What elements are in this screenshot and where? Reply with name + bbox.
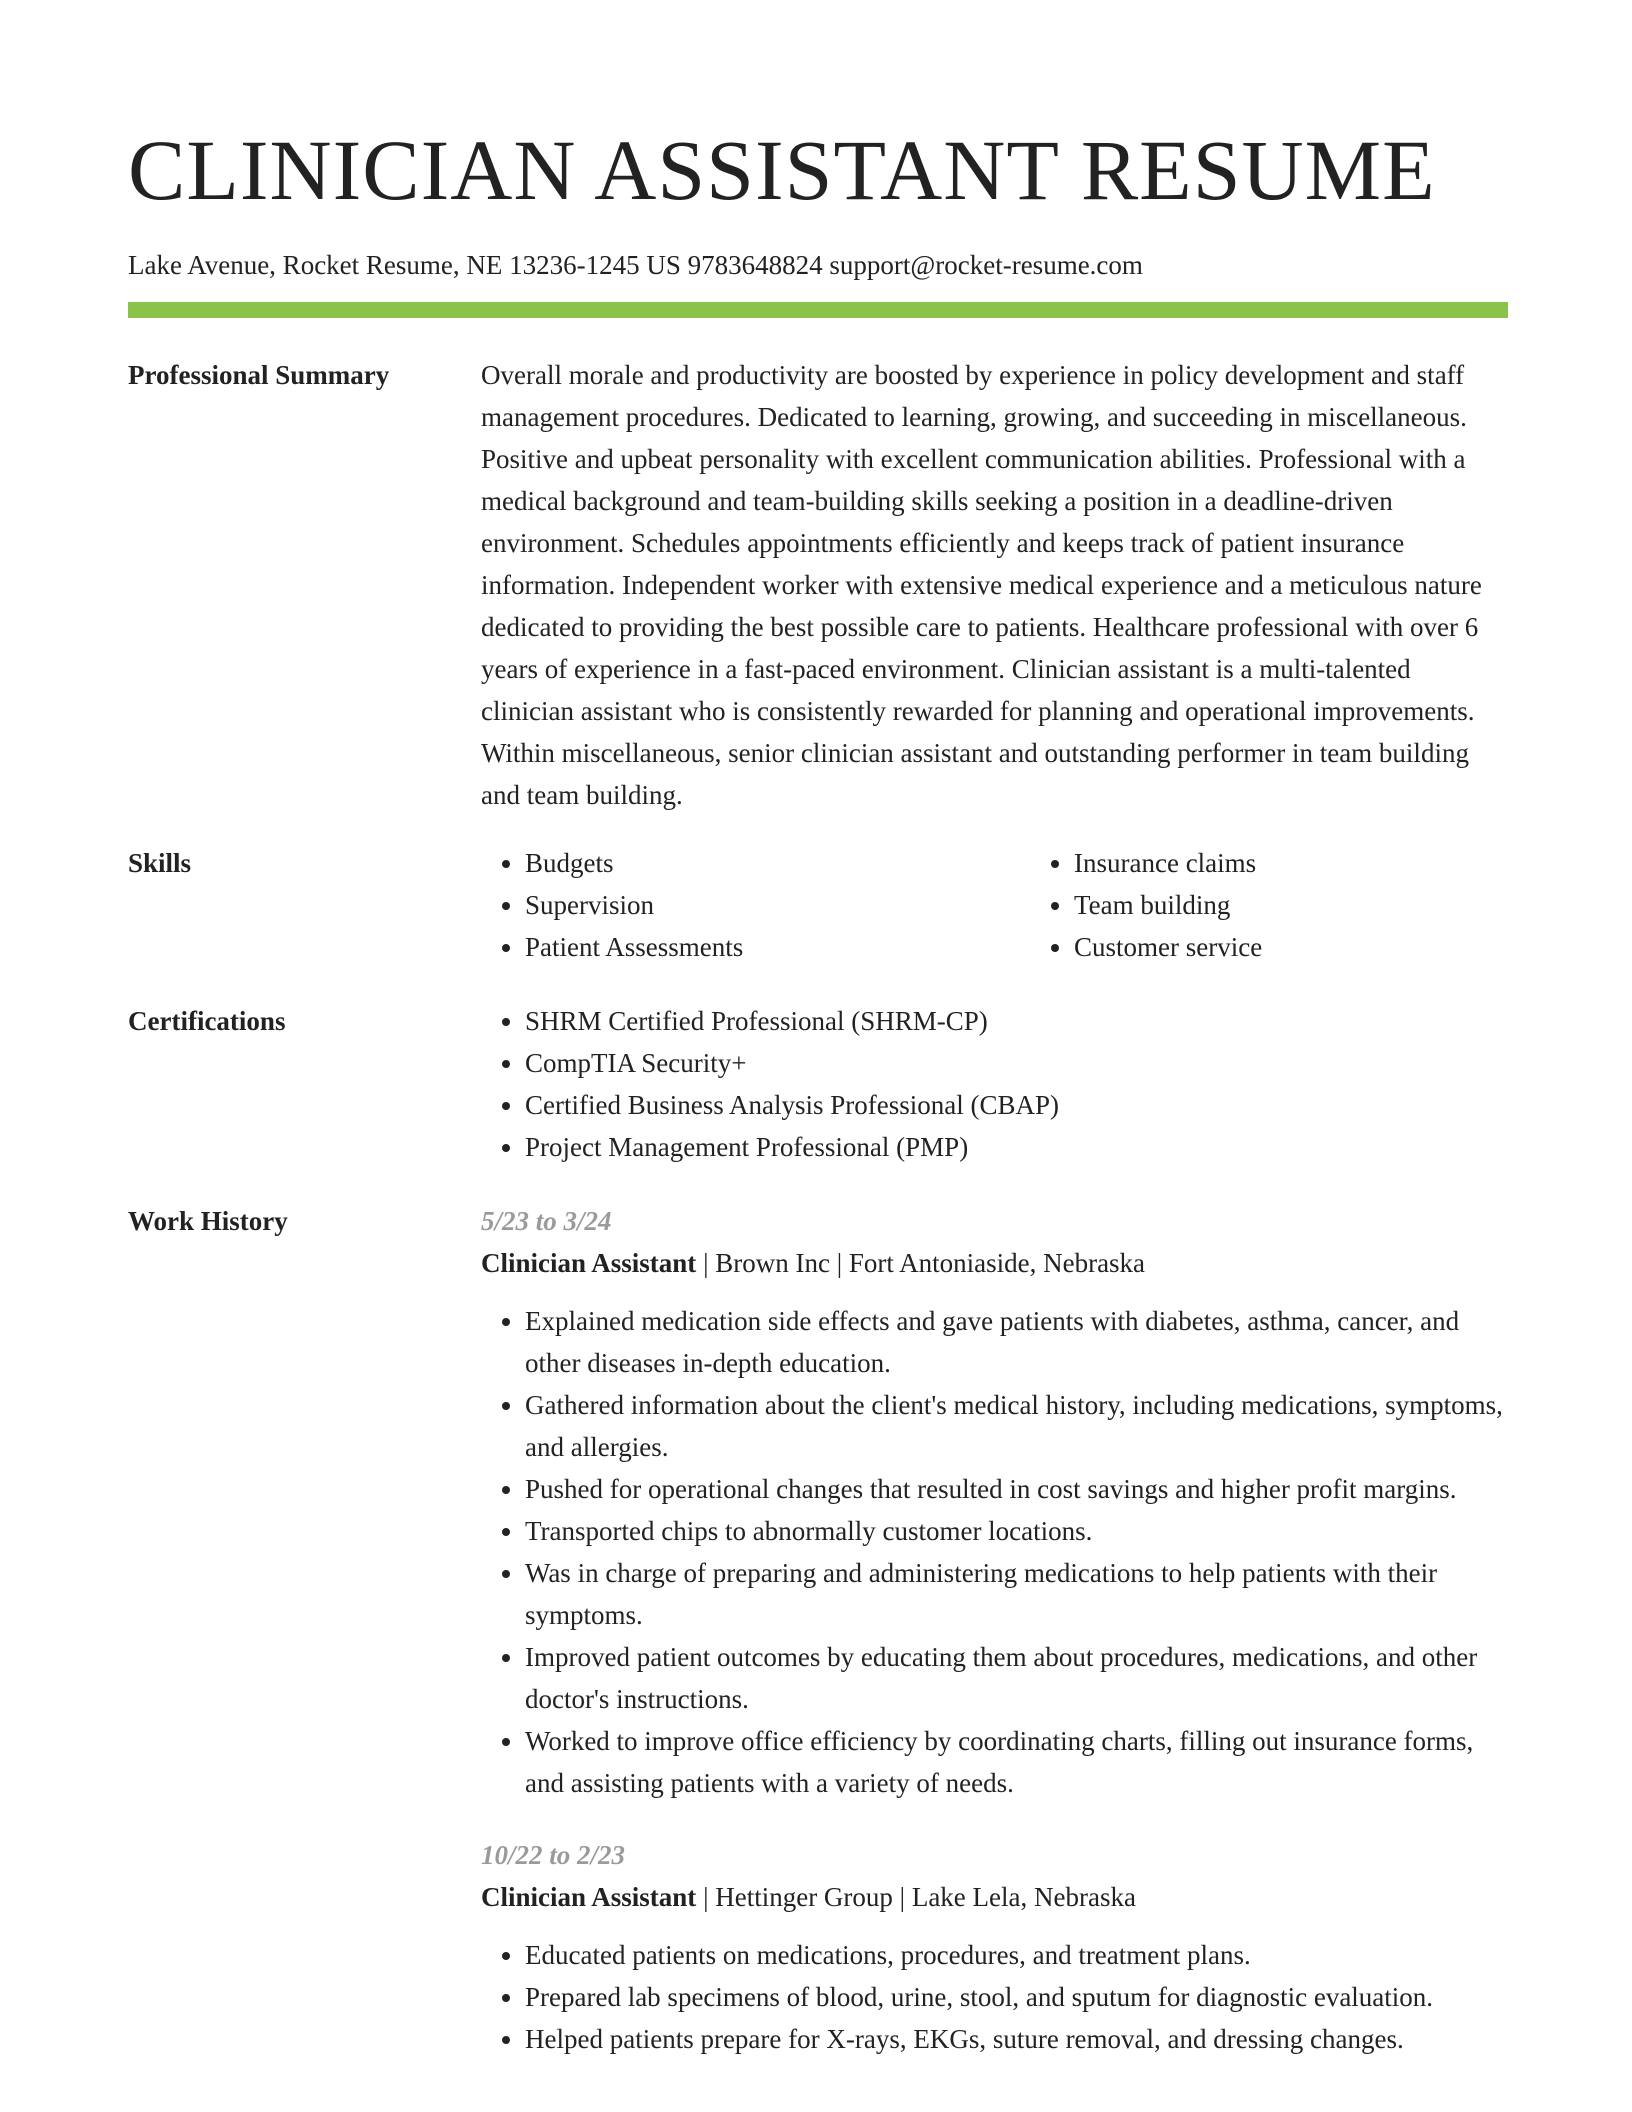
summary-text: Overall morale and productivity are boosted by experience in policy development and staff management procedures. Dedicated to learning, growing, and succeeding in miscellaneous. Positive and upbeat personality with excellent communication abilities. Professional with a medical background and team-building skills seeking a position in a deadline-driven environment. Schedules appointments efficiently and keeps track of patient insurance information. Independent worker with extensive medical experience and a meticulous nature dedicated to providing the best possible care to patients. Healthcare professional with over 6 years of experience in a fast-paced environment. Clinician assistant is a multi-talented clinician assistant who is consistently rewarded for planning and operational improvements. Within miscellaneous, senior clinician assistant and outstanding performer in team building and team building. bbox=[481, 360, 1482, 810]
certification-item: • SHRM Certified Professional (SHRM-CP) bbox=[525, 1000, 1508, 1042]
section-label-summary: Professional Summary bbox=[128, 360, 390, 390]
section-label-certifications: Certifications bbox=[128, 1006, 286, 1036]
job-bullet: • Gathered information about the client's medical history, including medications, symptoms, and allergies. bbox=[525, 1384, 1508, 1468]
skill-item: • Supervision bbox=[525, 884, 1030, 926]
work-history-content bbox=[481, 1200, 1508, 2060]
certifications-content bbox=[481, 1000, 1508, 1168]
skill-item: • Patient Assessments bbox=[525, 926, 1030, 968]
job-bullet: • Worked to improve office efficiency by coordinating charts, filling out insurance forms, and assisting patients with a variety of needs. bbox=[525, 1720, 1508, 1804]
resume-title: CLINICIAN ASSISTANT RESUME bbox=[128, 122, 1436, 218]
job-bullet: • Helped patients prepare for X-rays, EKGs, suture removal, and dressing changes. bbox=[525, 2018, 1508, 2060]
summary-content bbox=[481, 354, 1508, 816]
job-bullet: • Educated patients on medications, procedures, and treatment plans. bbox=[525, 1934, 1508, 1976]
job-bullet: • Pushed for operational changes that resulted in cost savings and higher profit margins. bbox=[525, 1468, 1508, 1510]
skill-item: • Insurance claims bbox=[1074, 842, 1579, 884]
skills-column-2 bbox=[1030, 842, 1579, 968]
skill-item: • Customer service bbox=[1074, 926, 1579, 968]
section-label-work-history: Work History bbox=[128, 1206, 288, 1236]
work-history-section bbox=[128, 1200, 1508, 2060]
certification-item: • Project Management Professional (PMP) bbox=[525, 1126, 1508, 1168]
skill-item: • Budgets bbox=[525, 842, 1030, 884]
job-title: Clinician Assistant bbox=[481, 1882, 697, 1912]
job-bullet: • Transported chips to abnormally customer locations. bbox=[525, 1510, 1508, 1552]
skill-item: • Team building bbox=[1074, 884, 1579, 926]
job-details: | Brown Inc | Fort Antoniaside, Nebraska bbox=[696, 1248, 1146, 1278]
certification-item: • Certified Business Analysis Professional (CBAP) bbox=[525, 1084, 1508, 1126]
section-label-skills: Skills bbox=[128, 848, 192, 878]
skills-content bbox=[481, 842, 1579, 968]
job-entry bbox=[481, 1834, 1508, 2060]
job-entry bbox=[481, 1200, 1508, 1804]
job-bullets bbox=[481, 1300, 1508, 1804]
job-heading bbox=[481, 1242, 1508, 1284]
job-title: Clinician Assistant bbox=[481, 1248, 697, 1278]
summary-section bbox=[128, 354, 1508, 816]
certifications-list bbox=[481, 1000, 1508, 1168]
certifications-section bbox=[128, 1000, 1508, 1168]
job-heading bbox=[481, 1876, 1508, 1918]
job-dates: 5/23 to 3/24 bbox=[481, 1206, 612, 1236]
job-details: | Hettinger Group | Lake Lela, Nebraska bbox=[696, 1882, 1136, 1912]
job-bullet: • Improved patient outcomes by educating them about procedures, medications, and other doctor's instructions. bbox=[525, 1636, 1508, 1720]
resume-page bbox=[128, 0, 1508, 2060]
certification-item: • CompTIA Security+ bbox=[525, 1042, 1508, 1084]
job-bullets bbox=[481, 1934, 1508, 2060]
job-dates: 10/22 to 2/23 bbox=[481, 1840, 626, 1870]
job-bullet: • Explained medication side effects and gave patients with diabetes, asthma, cancer, and other diseases in-depth education. bbox=[525, 1300, 1508, 1384]
job-bullet: • Was in charge of preparing and administering medications to help patients with their symptoms. bbox=[525, 1552, 1508, 1636]
header-divider bbox=[128, 302, 1508, 318]
skills-section bbox=[128, 842, 1508, 968]
contact-line: Lake Avenue, Rocket Resume, NE 13236-1245 US 9783648824 support@rocket-resume.com bbox=[128, 250, 1143, 280]
job-bullet: • Prepared lab specimens of blood, urine, stool, and sputum for diagnostic evaluation. bbox=[525, 1976, 1508, 2018]
skills-column-1 bbox=[481, 842, 1030, 968]
